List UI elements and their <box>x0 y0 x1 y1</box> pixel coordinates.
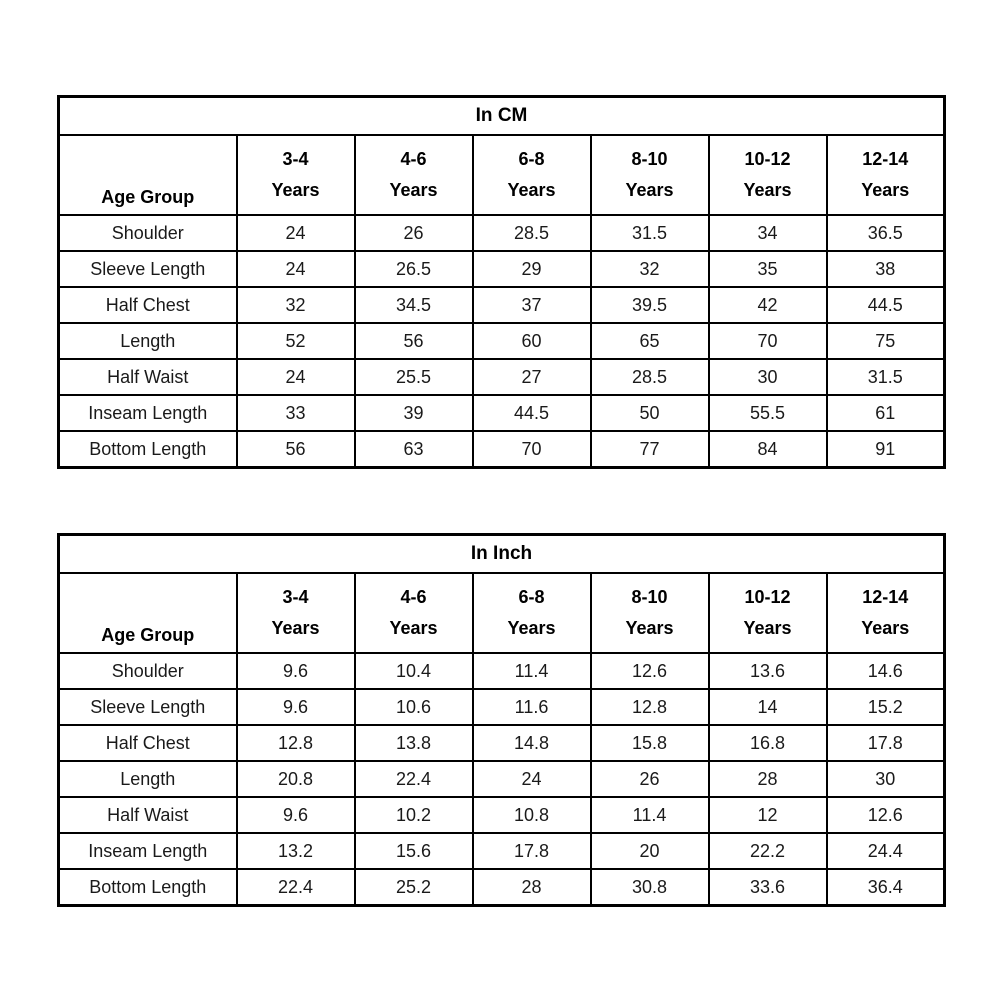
measurement-value: 33.6 <box>709 869 827 906</box>
age-range-unit: Years <box>507 180 556 200</box>
age-range-value: 6-8 <box>518 149 545 170</box>
measurement-value: 27 <box>473 359 591 395</box>
measurement-label: Half Chest <box>59 725 237 761</box>
measurement-value: 26 <box>591 761 709 797</box>
age-range-header <box>237 135 355 215</box>
measurement-value: 22.4 <box>237 869 355 906</box>
measurement-value: 39.5 <box>591 287 709 323</box>
measurement-value: 35 <box>709 251 827 287</box>
age-range-value: 8-10 <box>631 587 668 608</box>
measurement-value: 33 <box>237 395 355 431</box>
age-range-header <box>709 135 827 215</box>
size-chart-inch-table <box>57 533 946 907</box>
measurement-value: 39 <box>355 395 473 431</box>
measurement-value: 24 <box>237 251 355 287</box>
measurement-row <box>59 287 945 323</box>
measurement-label: Length <box>59 323 237 359</box>
age-range-unit: Years <box>389 618 438 638</box>
measurement-value: 13.2 <box>237 833 355 869</box>
measurement-row <box>59 797 945 833</box>
measurement-label: Bottom Length <box>59 869 237 906</box>
measurement-label: Shoulder <box>59 215 237 251</box>
age-range-value: 12-14 <box>862 149 909 170</box>
table-title-row <box>59 535 945 574</box>
age-range-unit: Years <box>625 618 674 638</box>
measurement-label: Sleeve Length <box>59 251 237 287</box>
age-range-unit: Years <box>507 618 556 638</box>
measurement-value: 28.5 <box>591 359 709 395</box>
measurement-value: 12 <box>709 797 827 833</box>
measurement-row <box>59 215 945 251</box>
age-range-value: 6-8 <box>518 587 545 608</box>
age-range-header <box>709 573 827 653</box>
age-range-header <box>591 135 709 215</box>
measurement-label: Shoulder <box>59 653 237 689</box>
measurement-value: 22.2 <box>709 833 827 869</box>
age-range-unit: Years <box>389 180 438 200</box>
measurement-value: 17.8 <box>473 833 591 869</box>
measurement-value: 25.5 <box>355 359 473 395</box>
measurement-value: 11.4 <box>591 797 709 833</box>
measurement-value: 26.5 <box>355 251 473 287</box>
measurement-value: 28 <box>709 761 827 797</box>
measurement-value: 14 <box>709 689 827 725</box>
measurement-value: 65 <box>591 323 709 359</box>
measurement-value: 13.8 <box>355 725 473 761</box>
table-title-inch: In Inch <box>59 535 945 574</box>
measurement-label: Half Waist <box>59 359 237 395</box>
measurement-value: 24 <box>237 359 355 395</box>
measurement-value: 55.5 <box>709 395 827 431</box>
age-range-header <box>827 135 945 215</box>
measurement-row <box>59 833 945 869</box>
measurement-row <box>59 689 945 725</box>
measurement-value: 28.5 <box>473 215 591 251</box>
measurement-value: 75 <box>827 323 945 359</box>
age-range-unit: Years <box>861 618 910 638</box>
measurement-value: 44.5 <box>473 395 591 431</box>
measurement-value: 56 <box>237 431 355 468</box>
measurement-row <box>59 359 945 395</box>
table-title-row <box>59 97 945 136</box>
measurement-value: 15.2 <box>827 689 945 725</box>
measurement-value: 12.6 <box>827 797 945 833</box>
age-range-value: 12-14 <box>862 587 909 608</box>
measurement-label: Bottom Length <box>59 431 237 468</box>
measurement-value: 20 <box>591 833 709 869</box>
measurement-value: 15.6 <box>355 833 473 869</box>
measurement-value: 25.2 <box>355 869 473 906</box>
measurement-value: 30 <box>709 359 827 395</box>
measurement-value: 13.6 <box>709 653 827 689</box>
measurement-value: 30 <box>827 761 945 797</box>
measurement-value: 10.4 <box>355 653 473 689</box>
age-range-unit: Years <box>743 180 792 200</box>
measurement-row <box>59 653 945 689</box>
measurement-value: 10.8 <box>473 797 591 833</box>
age-range-header <box>355 573 473 653</box>
age-range-value: 4-6 <box>400 587 427 608</box>
measurement-value: 61 <box>827 395 945 431</box>
measurement-value: 24 <box>237 215 355 251</box>
measurement-value: 14.8 <box>473 725 591 761</box>
age-range-header <box>591 573 709 653</box>
measurement-value: 36.4 <box>827 869 945 906</box>
measurement-value: 9.6 <box>237 797 355 833</box>
column-header-row <box>59 573 945 653</box>
age-range-header <box>473 135 591 215</box>
measurement-row <box>59 431 945 468</box>
measurement-row <box>59 395 945 431</box>
age-range-value: 10-12 <box>744 587 791 608</box>
measurement-value: 70 <box>473 431 591 468</box>
measurement-row <box>59 323 945 359</box>
measurement-value: 24.4 <box>827 833 945 869</box>
age-range-unit: Years <box>271 618 320 638</box>
measurement-value: 56 <box>355 323 473 359</box>
measurement-value: 44.5 <box>827 287 945 323</box>
table-title-cm: In CM <box>59 97 945 136</box>
measurement-value: 28 <box>473 869 591 906</box>
age-group-header: Age Group <box>59 573 237 653</box>
measurement-value: 31.5 <box>827 359 945 395</box>
measurement-value: 26 <box>355 215 473 251</box>
measurement-value: 60 <box>473 323 591 359</box>
measurement-value: 32 <box>237 287 355 323</box>
measurement-value: 24 <box>473 761 591 797</box>
age-range-value: 3-4 <box>282 587 309 608</box>
measurement-value: 52 <box>237 323 355 359</box>
measurement-value: 20.8 <box>237 761 355 797</box>
measurement-value: 77 <box>591 431 709 468</box>
age-range-unit: Years <box>861 180 910 200</box>
measurement-value: 14.6 <box>827 653 945 689</box>
measurement-label: Half Waist <box>59 797 237 833</box>
age-range-header <box>237 573 355 653</box>
measurement-row <box>59 725 945 761</box>
measurement-value: 30.8 <box>591 869 709 906</box>
measurement-value: 12.8 <box>591 689 709 725</box>
age-range-header <box>355 135 473 215</box>
measurement-value: 34 <box>709 215 827 251</box>
measurement-value: 31.5 <box>591 215 709 251</box>
measurement-value: 63 <box>355 431 473 468</box>
measurement-value: 10.2 <box>355 797 473 833</box>
measurement-value: 11.4 <box>473 653 591 689</box>
measurement-value: 37 <box>473 287 591 323</box>
measurement-row <box>59 869 945 906</box>
measurement-label: Half Chest <box>59 287 237 323</box>
measurement-value: 70 <box>709 323 827 359</box>
age-range-unit: Years <box>625 180 674 200</box>
measurement-label: Length <box>59 761 237 797</box>
measurement-value: 42 <box>709 287 827 323</box>
measurement-label: Sleeve Length <box>59 689 237 725</box>
measurement-value: 34.5 <box>355 287 473 323</box>
measurement-value: 10.6 <box>355 689 473 725</box>
column-header-row <box>59 135 945 215</box>
measurement-value: 16.8 <box>709 725 827 761</box>
measurement-value: 9.6 <box>237 653 355 689</box>
age-range-value: 3-4 <box>282 149 309 170</box>
size-chart-cm-table <box>57 95 946 469</box>
measurement-value: 29 <box>473 251 591 287</box>
measurement-row <box>59 251 945 287</box>
measurement-value: 15.8 <box>591 725 709 761</box>
measurement-row <box>59 761 945 797</box>
measurement-label: Inseam Length <box>59 833 237 869</box>
measurement-label: Inseam Length <box>59 395 237 431</box>
age-range-header <box>827 573 945 653</box>
measurement-value: 11.6 <box>473 689 591 725</box>
age-group-header: Age Group <box>59 135 237 215</box>
measurement-value: 84 <box>709 431 827 468</box>
age-range-value: 4-6 <box>400 149 427 170</box>
measurement-value: 50 <box>591 395 709 431</box>
age-range-unit: Years <box>271 180 320 200</box>
measurement-value: 12.8 <box>237 725 355 761</box>
measurement-value: 17.8 <box>827 725 945 761</box>
measurement-value: 91 <box>827 431 945 468</box>
measurement-value: 38 <box>827 251 945 287</box>
age-range-value: 8-10 <box>631 149 668 170</box>
age-range-value: 10-12 <box>744 149 791 170</box>
age-range-header <box>473 573 591 653</box>
age-range-unit: Years <box>743 618 792 638</box>
measurement-value: 12.6 <box>591 653 709 689</box>
measurement-value: 36.5 <box>827 215 945 251</box>
measurement-value: 9.6 <box>237 689 355 725</box>
measurement-value: 22.4 <box>355 761 473 797</box>
measurement-value: 32 <box>591 251 709 287</box>
